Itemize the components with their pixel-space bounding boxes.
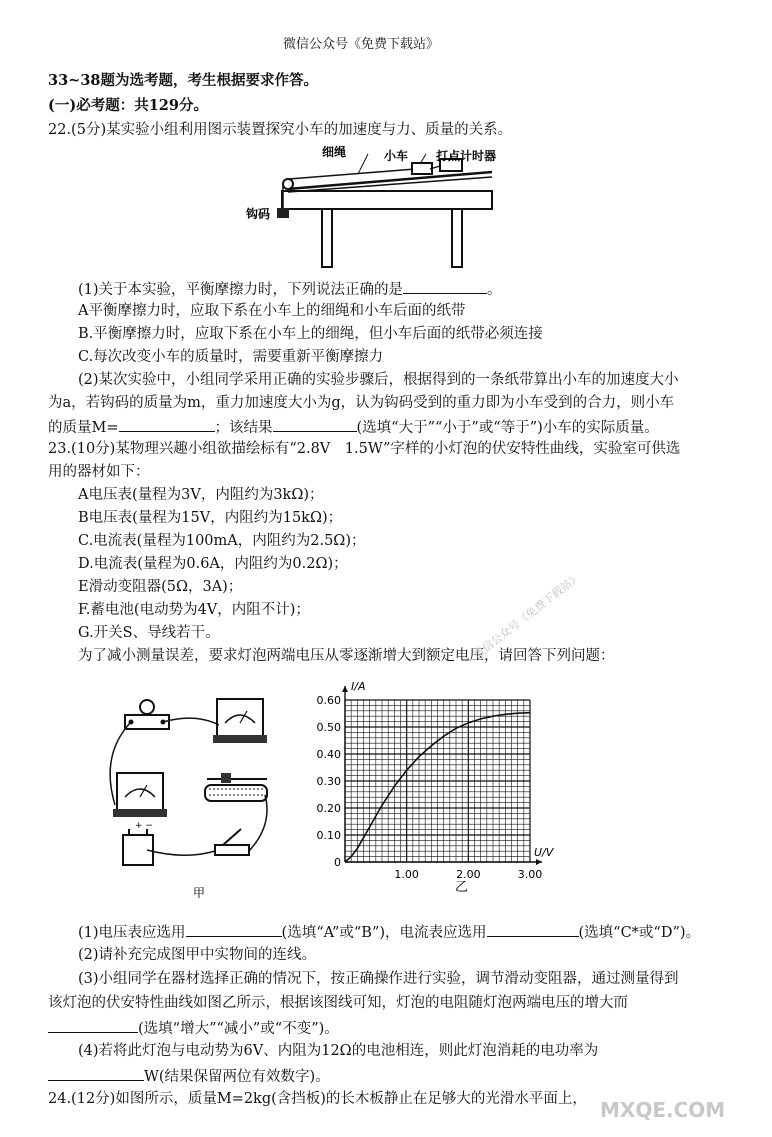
answer-blank[interactable] (48, 1018, 138, 1033)
watermark-corner: MXQE.COM (600, 1098, 726, 1122)
q22-option-c: C.每次改变小车的质量时，需要重新平衡摩擦力 (78, 349, 384, 365)
page-header: 微信公众号《免费下载站》 (283, 37, 440, 52)
lamp-bulb (140, 700, 154, 714)
rope-line (289, 169, 415, 179)
origin-label: 0 (334, 856, 341, 869)
q23-item: D.电流表(量程为0.6A，内阻约为0.2Ω)； (78, 556, 348, 572)
q22-part2-line3 (48, 417, 659, 437)
y-tick-label: 0.40 (316, 748, 341, 761)
figure-yi-label: 乙 (455, 880, 469, 895)
q23-part3-line3 (48, 1018, 339, 1038)
q22-part2-line1: (2)某次实验中，小组同学采用正确的实验步骤后，根据得到的一条纸带算出小车的加速度大小 (78, 372, 679, 388)
q22-part1-end: 。 (487, 282, 502, 298)
svg-text:+ −: + − (135, 821, 153, 831)
inclined-board (288, 172, 492, 189)
q23-part4-line1: (4)若将此灯泡与电动势为6V、内阻为12Ω的电池相连，则此灯泡消耗的电功率为 (78, 1043, 599, 1059)
q23-part3-line2: 该灯泡的伏安特性曲线如图乙所示，根据该图线可知，灯泡的电阻随灯泡两端电压的增大而 (48, 995, 628, 1011)
pulley (283, 179, 293, 189)
q23-stem-line1: 23.(10分)某物理兴趣小组欲描绘标有“2.8V 1.5W”字样的小灯泡的伏安特性曲线，实验室可供选 (48, 441, 681, 457)
q23-intro: 为了减小测量误差，要求灯泡两端电压从零逐渐增大到额定电压，请回答下列问题： (78, 648, 615, 664)
q23-part1-text-b: (选填“A”或“B”)，电流表应选用 (281, 925, 487, 941)
y-axis-label: I/A (351, 680, 366, 693)
table-leg-left (322, 209, 332, 267)
q22-part2-text-b: ；该结果 (214, 420, 273, 436)
chart-axes (342, 680, 555, 865)
y-tick-label: 0.30 (316, 775, 341, 788)
y-axis-arrow (342, 686, 348, 692)
q23-part1 (78, 922, 700, 942)
label-rope: 细绳 (322, 145, 347, 159)
answer-blank[interactable] (487, 922, 579, 937)
x-tick-label: 1.00 (394, 868, 419, 881)
q22-part2-text-c: (选填“大于”“小于”或“等于”)小车的实际质量。 (356, 420, 659, 436)
q23-item: C.电流表(量程为100mA，内阻约为2.5Ω)； (78, 533, 366, 549)
rheostat (205, 785, 267, 801)
iv-chart (305, 676, 554, 906)
voltmeter (217, 699, 263, 737)
y-tick-label: 0.50 (316, 721, 341, 734)
watermark-diagonal: 微信公众号《免费下载站》 (471, 570, 584, 662)
q23-item: F.蓄电池(电动势为4V，内阻不计)； (78, 602, 310, 618)
table-leg-right (452, 209, 462, 267)
label-timer: 打点计时器 (436, 149, 497, 163)
x-tick-label: 2.00 (456, 868, 481, 881)
y-tick-label: 0.60 (316, 694, 341, 707)
q23-item: B电压表(量程为15V，内阻约为15kΩ)； (78, 510, 343, 526)
q23-part3-text: (选填“增大”“减小”或“不变”)。 (138, 1021, 339, 1037)
q24-stem: 24.(12分)如图所示，质量M=2kg(含挡板)的长木板静止在足够大的光滑水平面上， (48, 1091, 587, 1107)
cart (412, 163, 432, 174)
figure-jia-label: 甲 (193, 886, 206, 900)
answer-blank[interactable] (48, 1066, 144, 1081)
answer-blank[interactable] (403, 279, 487, 294)
q23-part3-line1: (3)小组同学在器材选择正确的情况下，按正确操作进行实验，调节滑动变阻器，通过测量得到 (78, 971, 679, 987)
q22-option-b: B.平衡摩擦力时，应取下系在小车上的细绳，但小车后面的纸带必须连接 (78, 326, 543, 342)
q22-stem: 22.(5分)某实验小组利用图示装置探究小车的加速度与力、质量的关系。 (48, 122, 513, 138)
switch (215, 845, 249, 855)
chart-ticks (317, 694, 543, 881)
q22-part1-text: (1)关于本实验，平衡摩擦力时，下列说法正确的是 (78, 282, 404, 298)
q22-apparatus-figure (240, 136, 500, 272)
q22-option-a: A平衡摩擦力时，应取下系在小车上的细绳和小车后面的纸带 (78, 303, 466, 319)
x-axis-label: U/V (534, 846, 554, 859)
circuit-figure (95, 685, 305, 905)
answer-blank[interactable] (273, 417, 357, 432)
q23-part4-text: W(结果保留两位有效数字)。 (144, 1069, 330, 1085)
q23-part1-text-a: (1)电压表应选用 (78, 925, 186, 941)
y-tick-label: 0.10 (316, 829, 341, 842)
ammeter (117, 773, 163, 811)
q23-item: G.开关S、导线若干。 (78, 625, 220, 641)
label-cart: 小车 (384, 149, 409, 163)
q23-item: E滑动变阻器(5Ω，3A)； (78, 579, 243, 595)
q23-item: A电压表(量程为3V，内阻约为3kΩ)； (78, 487, 324, 503)
sub-title: (一)必考题：共129分。 (48, 97, 208, 114)
q23-part4-line2 (48, 1066, 330, 1086)
q22-part2-line2: 为a，若钩码的质量为m，重力加速度大小为g，认为钩码受到的重力即为小车受到的合力，则小车 (48, 395, 675, 411)
q23-part2: (2)请补充完成图甲中实物间的连线。 (78, 947, 317, 963)
chart-grid (345, 700, 530, 862)
answer-blank[interactable] (119, 417, 215, 432)
table-top (282, 191, 492, 209)
x-axis-arrow (536, 859, 542, 865)
y-tick-label: 0.20 (316, 802, 341, 815)
answer-blank[interactable] (186, 922, 282, 937)
label-hook: 钩码 (246, 207, 271, 221)
x-tick-label: 3.00 (517, 868, 543, 881)
q22-part2-text-a: 的质量M= (48, 420, 119, 436)
q23-part1-text-c: (选填“C*或“D”)。 (578, 925, 701, 941)
q23-stem-line2: 用的器材如下： (48, 464, 150, 480)
q22-part1 (78, 279, 502, 299)
section-title: 33~38题为选考题，考生根据要求作答。 (48, 72, 319, 89)
hook-weight (277, 208, 289, 218)
